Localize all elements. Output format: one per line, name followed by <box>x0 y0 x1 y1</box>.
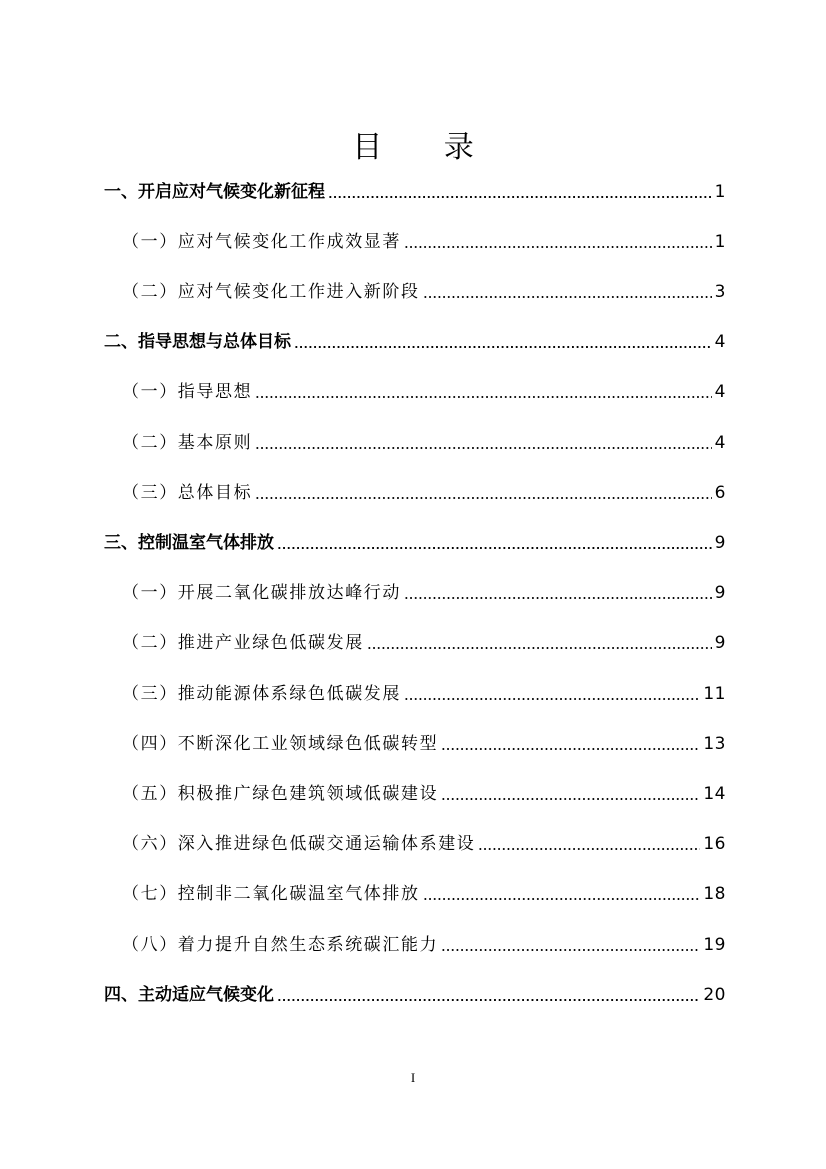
toc-entry-page: 14 <box>703 784 726 804</box>
toc-entry-text: （一）指导思想 <box>122 382 253 402</box>
toc-entry-section-3-8[interactable] <box>104 930 726 956</box>
toc-dot-leader <box>404 597 712 599</box>
toc-entry-text: 四、主动适应气候变化 <box>104 985 274 1005</box>
toc-dot-leader <box>404 246 712 248</box>
table-of-contents <box>104 0 726 1169</box>
toc-dot-leader <box>423 898 701 900</box>
toc-entry-section-3-3[interactable] <box>104 679 726 705</box>
toc-dot-leader <box>277 999 700 1001</box>
toc-dot-leader <box>404 698 700 700</box>
toc-title: 目 录 <box>352 130 500 165</box>
toc-entry-section-3[interactable] <box>104 528 726 554</box>
toc-entry-text: （二）基本原则 <box>122 433 253 453</box>
toc-dot-leader <box>277 547 712 549</box>
toc-entry-section-3-4[interactable] <box>104 729 726 755</box>
toc-entry-page: 9 <box>714 583 726 603</box>
toc-dot-leader <box>478 848 700 850</box>
toc-entry-text: （五）积极推广绿色建筑领域低碳建设 <box>122 784 439 804</box>
toc-entry-section-3-2[interactable] <box>104 628 726 654</box>
toc-entry-text: （八）着力提升自然生态系统碳汇能力 <box>122 935 439 955</box>
toc-entry-text: （三）总体目标 <box>122 483 253 503</box>
toc-entry-section-3-1[interactable] <box>104 578 726 604</box>
toc-entry-text: （二）应对气候变化工作进入新阶段 <box>122 282 420 302</box>
toc-entry-page: 13 <box>703 734 726 754</box>
toc-entry-text: 三、控制温室气体排放 <box>104 533 274 553</box>
toc-entry-section-3-5[interactable] <box>104 779 726 805</box>
toc-entry-page: 3 <box>714 282 726 302</box>
toc-entry-page: 4 <box>714 332 726 352</box>
toc-dot-leader <box>328 196 712 198</box>
toc-dot-leader <box>255 447 711 449</box>
toc-entry-section-4[interactable] <box>104 980 726 1006</box>
toc-entry-section-1-2[interactable] <box>104 277 726 303</box>
toc-entry-page: 4 <box>714 433 726 453</box>
toc-entry-section-3-6[interactable] <box>104 829 726 855</box>
toc-entry-section-1[interactable] <box>104 177 726 203</box>
toc-entry-page: 16 <box>703 834 726 854</box>
toc-entry-text: （四）不断深化工业领域绿色低碳转型 <box>122 734 439 754</box>
toc-entry-text: （二）推进产业绿色低碳发展 <box>122 633 364 653</box>
toc-entry-text: （七）控制非二氧化碳温室气体排放 <box>122 884 420 904</box>
toc-entry-page: 11 <box>703 684 726 704</box>
toc-entry-page: 4 <box>714 382 726 402</box>
toc-entry-page: 19 <box>703 935 726 955</box>
toc-entry-text: 二、指导思想与总体目标 <box>104 332 291 352</box>
toc-entry-text: （一）应对气候变化工作成效显著 <box>122 232 401 252</box>
toc-dot-leader <box>255 396 711 398</box>
toc-dot-leader <box>294 346 712 348</box>
toc-dot-leader <box>367 647 712 649</box>
toc-dot-leader <box>423 296 712 298</box>
toc-dot-leader <box>441 748 700 750</box>
footer-page-number: I <box>410 1070 416 1085</box>
toc-entry-page: 20 <box>703 985 726 1005</box>
toc-entry-page: 18 <box>703 884 726 904</box>
toc-dot-leader <box>255 497 711 499</box>
toc-entry-section-3-7[interactable] <box>104 879 726 905</box>
toc-entry-section-2-3[interactable] <box>104 478 726 504</box>
toc-entry-page: 1 <box>714 182 726 202</box>
toc-entry-page: 6 <box>714 483 726 503</box>
toc-entry-section-1-1[interactable] <box>104 227 726 253</box>
toc-entry-section-2[interactable] <box>104 327 726 353</box>
toc-dot-leader <box>441 798 700 800</box>
toc-entry-text: （三）推动能源体系绿色低碳发展 <box>122 684 401 704</box>
toc-entry-page: 9 <box>714 633 726 653</box>
toc-entry-page: 9 <box>714 533 726 553</box>
toc-entry-page: 1 <box>714 232 726 252</box>
toc-dot-leader <box>441 949 700 951</box>
toc-entry-section-2-1[interactable] <box>104 377 726 403</box>
toc-entry-section-2-2[interactable] <box>104 428 726 454</box>
toc-entry-text: （一）开展二氧化碳排放达峰行动 <box>122 583 401 603</box>
toc-entry-text: 一、开启应对气候变化新征程 <box>104 182 325 202</box>
toc-entry-text: （六）深入推进绿色低碳交通运输体系建设 <box>122 834 476 854</box>
